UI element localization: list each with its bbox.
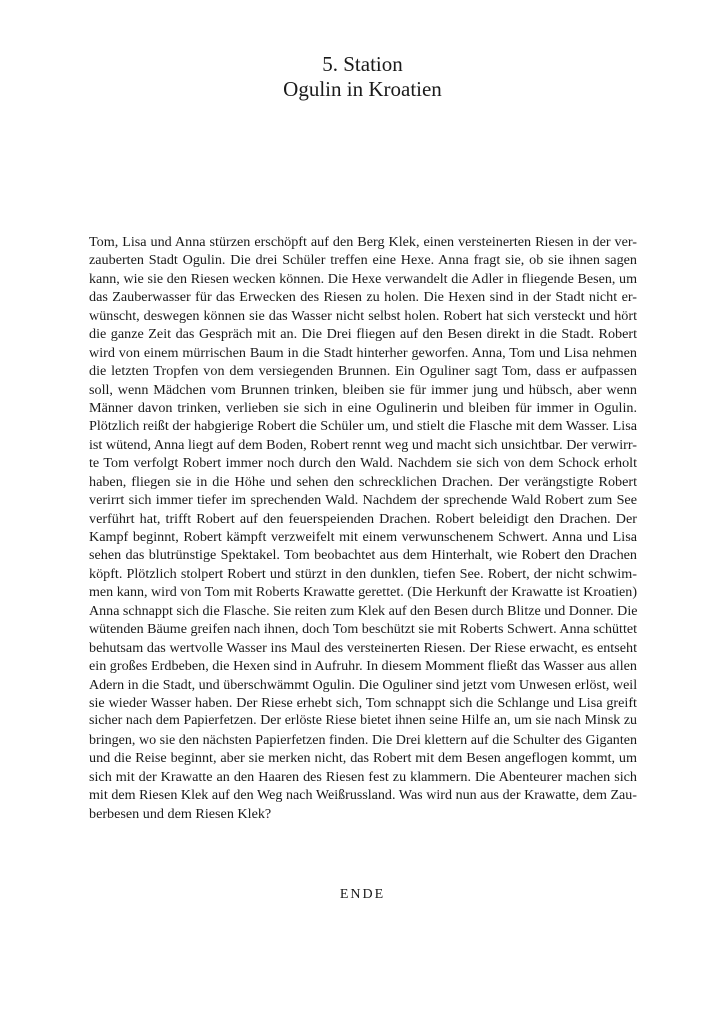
text-line: Männer davon trinken, verlieben sie sich in eine Ogulinerin und bleiben für immer in Ogulin.	[89, 399, 637, 416]
text-line: behutsam das wertvolle Wasser ins Maul des versteinerten Riesen. Der Riese erwacht, es entseht	[89, 639, 637, 656]
text-line: wird von einem mürrischen Baum in die Stadt hinterher geworfen. Anna, Tom und Lisa nehmen	[89, 344, 637, 361]
text-line: die letzten Tropfen von dem versiegenden Brunnen. Ein Oguliner sagt Tom, dass er aufpassen	[89, 363, 637, 380]
end-marker: ENDE	[339, 887, 386, 902]
story-paragraph	[89, 233, 637, 823]
text-line: zauberten Stadt Ogulin. Die drei Schüler treffen eine Hexe. Anna fragt sie, ob sie ihnen sagen	[89, 252, 637, 269]
text-line: Plötzlich reißt der habgierige Robert die Schüler um, und stielt die Flasche mit dem Wasser. Lisa	[89, 418, 637, 435]
text-line: haben, fliegen sie in die Höhe und sehen den schrecklichen Drachen. Der verängstigte Robert	[89, 473, 637, 490]
text-line: soll, wenn Mädchen vom Brunnen trinken, bleiben sie für immer jung und hübsch, aber wenn	[89, 381, 637, 398]
chapter-heading	[0, 52, 725, 102]
text-line: kann, wie sie den Riesen wecken können. Die Hexe verwandelt die Adler in fliegende Besen, um	[89, 270, 637, 287]
station-title: 5. Station	[322, 52, 403, 76]
text-line: bringen, wo sie den nächsten Papierfetzen finden. Die Drei klettern auf die Schulter des Giganten	[89, 731, 637, 748]
text-line: und die Reise beginnt, aber sie merken nicht, das Robert mit dem Besen angeflogen kommt, um	[89, 750, 637, 767]
text-line: sicher nach dem Papierfetzen. Der erlöste Riese bietet ihnen seine Hilfe an, um sie nach Minsk zu	[89, 713, 637, 729]
text-line: berbesen und dem Riesen Klek?	[89, 805, 272, 822]
place-title: Ogulin in Kroatien	[283, 77, 442, 101]
text-line: Kampf beginnt, Robert kämpft verzweifelt mit einem verwunschenem Schwert. Anna und Lisa	[89, 529, 637, 545]
text-line: ein großes Erdbeben, die Hexen sind in Aufruhr. In diesem Momment fließt das Wasser aus allen	[89, 658, 637, 675]
text-line: Anna schnappt sich die Flasche. Sie reiten zum Klek auf den Besen durch Blitze und Donner. Die	[89, 602, 638, 619]
text-line: verirrt sich immer tiefer im sprechenden Wald. Nachdem der sprechende Wald Robert zum See	[89, 492, 637, 509]
text-line: wünscht, deswegen können sie das Wasser nicht selbst holen. Robert hat sich versteckt und hört	[89, 307, 637, 324]
text-line: die ganze Zeit das Gespräch mit an. Die Drei fliegen auf den Besen direkt in die Stadt. Robert	[89, 326, 637, 343]
text-line: köpft. Plötzlich stolpert Robert und stürzt in den dunklen, tiefen See. Robert, der nicht schwim-	[89, 565, 637, 582]
text-line: men kann, wird von Tom mit Roberts Krawatte gerettet. (Die Herkunft der Krawatte ist Kroatien)	[89, 584, 637, 601]
text-line: das Zauberwasser für das Erwecken des Riesen zu holen. Die Hexen sind in der Stadt nicht er-	[89, 289, 637, 306]
text-line: te Tom verfolgt Robert immer noch durch den Wald. Nachdem sie sich von dem Schock erholt	[89, 455, 637, 472]
text-line: sich mit der Krawatte an den Haaren des Riesen fest zu klammern. Die Abenteurer machen sich	[89, 768, 637, 785]
text-line: mit dem Riesen Klek auf den Weg nach Weißrussland. Was wird nun aus der Krawatte, dem Zau-	[89, 787, 637, 804]
text-line: sehen das blutrünstige Spektakel. Tom beobachtet aus dem Hinterhalt, wie Robert den Drachen	[89, 547, 637, 564]
text-line: Tom, Lisa und Anna stürzen erschöpft auf den Berg Klek, einen versteinerten Riesen in der ver-	[89, 234, 637, 250]
text-line: ist wütend, Anna liegt auf dem Boden, Robert rennt weg und macht sich unsichtbar. Der verwirr-	[89, 436, 637, 453]
text-line: wütenden Bäume greifen nach ihnen, doch Tom beschützt sie mit Roberts Schwert. Anna schüttet	[89, 621, 637, 638]
text-line: sie wieder Wasser haben. Der Riese erhebt sich, Tom schnappt sich die Schlange und Lisa greift	[89, 694, 637, 711]
text-line: verführt hat, trifft Robert auf den feuerspeienden Drachen. Robert beleidigt den Drachen. Der	[89, 510, 637, 527]
text-line: Adern in die Stadt, und überschwämmt Ogulin. Die Oguliner sind jetzt vom Unwesen erlöst, weil	[89, 676, 638, 693]
